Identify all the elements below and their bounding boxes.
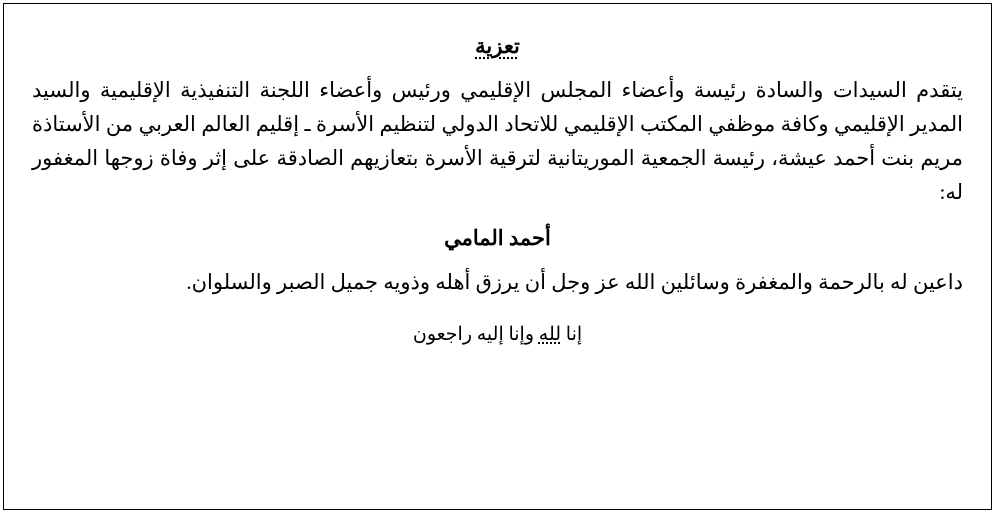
notice-closing-line	[32, 321, 963, 350]
closing-text-before: إنا	[561, 323, 583, 345]
notice-paragraph-condolence: يتقدم السيدات والسادة رئيسة وأعضاء المجلس الإقليمي ورئيس وأعضاء اللجنة التنفيذية الإقليمية والسيد المدير الإقليمي وكافة موظفي المكتب الإقليمي للاتحاد الدولي لتنظيم الأسرة ـ إقليم العالم العربي من الأستاذة مريم بنت أحمد عيشة، رئيسة الجمعية الموريتانية لترقية الأسرة بتعازيهم الصادقة على إثر وفاة زوجها المغفور له:	[32, 78, 963, 205]
notice-paragraph-prayer: داعين له بالرحمة والمغفرة وسائلين الله عز وجل أن يرزق أهله وذويه جميل الصبر والسلوان.	[186, 269, 963, 294]
closing-text-after: وإنا إليه راجعون	[412, 323, 539, 345]
closing-text-emphasis: لله	[538, 323, 562, 345]
notice-title: تعزية	[475, 34, 520, 58]
deceased-name: أحمد المامي	[444, 226, 551, 251]
condolence-notice-box	[3, 3, 992, 510]
